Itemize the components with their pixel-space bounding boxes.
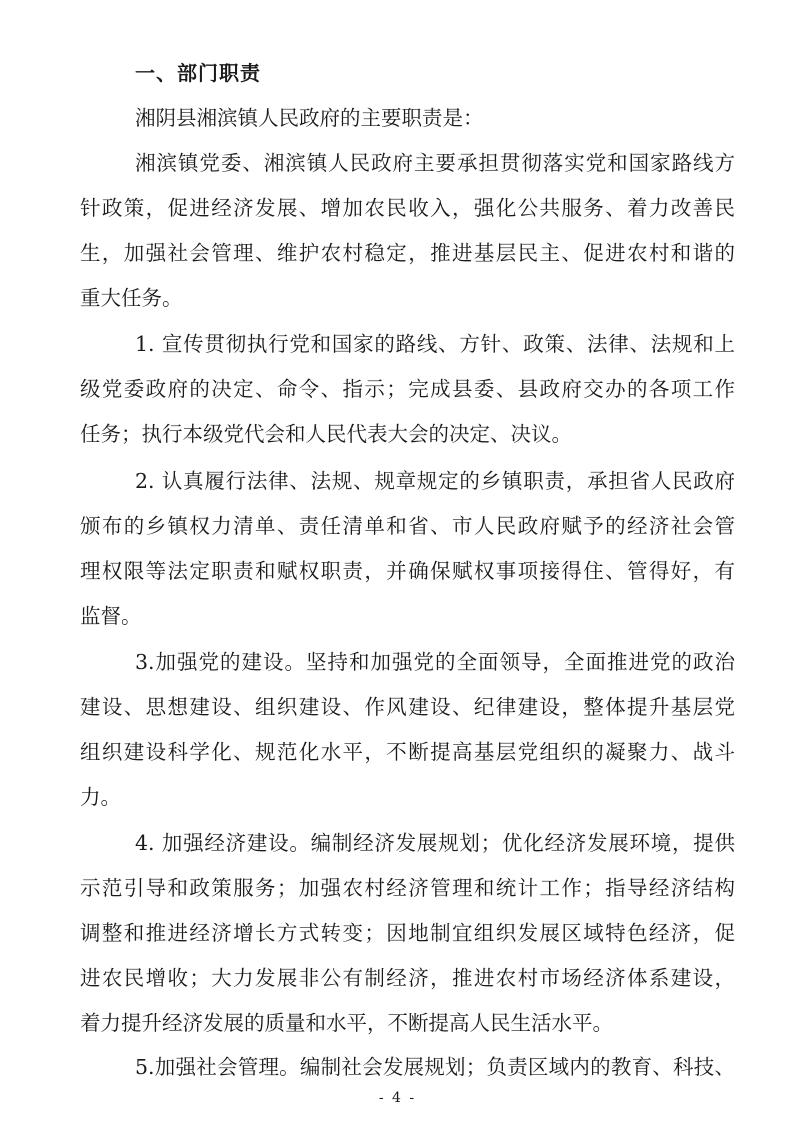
item-4-line: 示范引导和政策服务；加强农村经济管理和统计工作；指导经济结构: [80, 876, 735, 900]
item-2-line: 2. 认真履行法律、法规、规章规定的乡镇职责，承担省人民政府: [135, 469, 735, 493]
page-number: - 4 -: [378, 1090, 417, 1106]
item-3-line: 建设、思想建设、组织建设、作风建设、纪律建设，整体提升基层党: [80, 695, 735, 719]
item-4-line: 调整和推进经济增长方式转变；因地制宜组织发展区域特色经济，促: [80, 921, 735, 945]
item-4-line: 进农民增收；大力发展非公有制经济，推进农村市场经济体系建设，: [80, 966, 735, 990]
intro-text: 湘阴县湘滨镇人民政府的主要职责是：: [135, 106, 484, 130]
item-2-line: 颁布的乡镇权力清单、责任清单和省、市人民政府赋予的经济社会管: [80, 514, 735, 538]
item-1-line: 级党委政府的决定、命令、指示；完成县委、县政府交办的各项工作: [80, 377, 735, 401]
item-2-line: 理权限等法定职责和赋权职责，并确保赋权事项接得住、管得好，有: [80, 559, 735, 583]
item-2-line: 监督。: [80, 604, 142, 628]
overview-line: 针政策，促进经济发展、增加农民收入，强化公共服务、着力改善民: [80, 196, 735, 220]
overview-line: 湘滨镇党委、湘滨镇人民政府主要承担贯彻落实党和国家路线方: [135, 151, 735, 175]
item-5-line: 5.加强社会管理。编制社会发展规划；负责区域内的教育、科技、: [135, 1055, 735, 1079]
item-4-line: 着力提升经济发展的质量和水平，不断提高人民生活水平。: [80, 1011, 613, 1035]
item-4-line: 4. 加强经济建设。编制经济发展规划；优化经济发展环境，提供: [135, 831, 735, 855]
item-3-line: 力。: [80, 785, 121, 809]
section-heading: 一、部门职责: [135, 61, 261, 85]
overview-line: 重大任务。: [80, 286, 183, 310]
overview-line: 生，加强社会管理、维护农村稳定，推进基层民主、促进农村和谐的: [80, 241, 735, 265]
item-1-line: 任务；执行本级党代会和人民代表大会的决定、决议。: [80, 422, 572, 446]
item-3-line: 组织建设科学化、规范化水平，不断提高基层党组织的凝聚力、战斗: [80, 740, 735, 764]
item-1-line: 1. 宣传贯彻执行党和国家的路线、方针、政策、法律、法规和上: [135, 332, 735, 356]
item-3-line: 3.加强党的建设。坚持和加强党的全面领导，全面推进党的政治: [135, 650, 735, 674]
